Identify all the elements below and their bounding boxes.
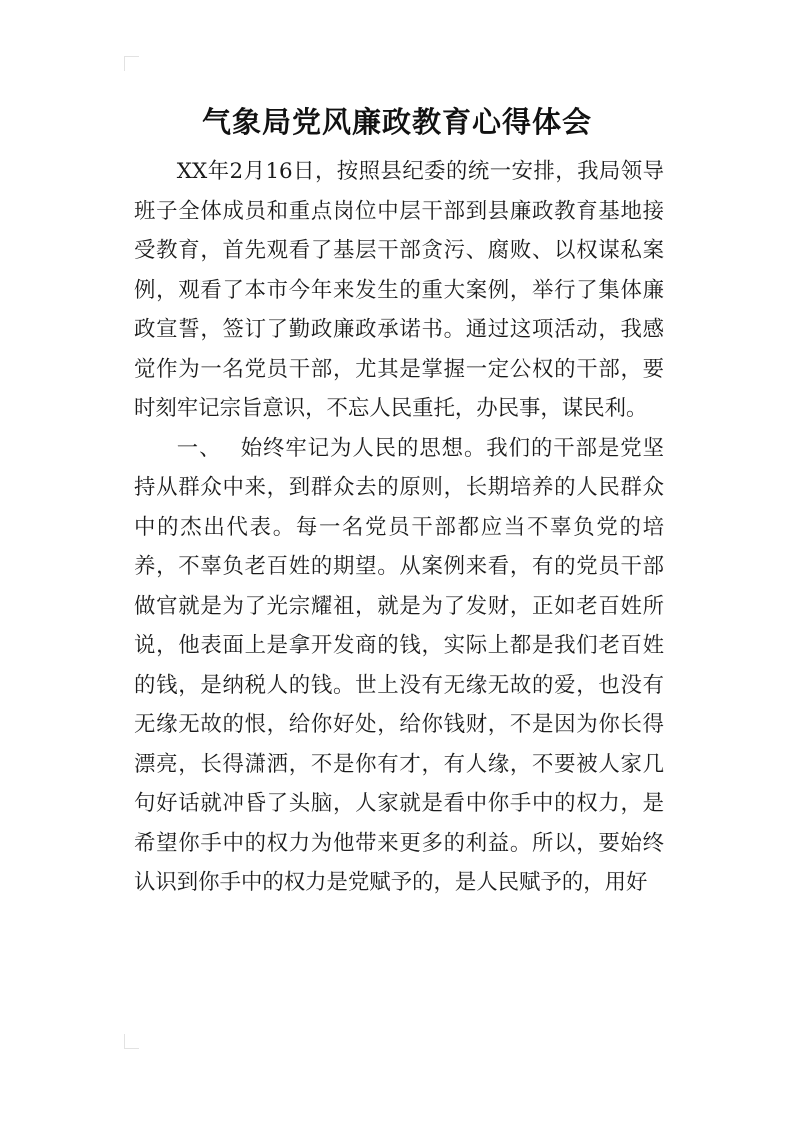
document-body [134,152,664,903]
document-title: 气象局党风廉政教育心得体会 [201,105,592,139]
paragraph-section-1 [134,429,664,903]
paragraph-intro: XX年2月16日，按照县纪委的统一安排，我局领导班子全体成员和重点岗位中层干部到县廉政教育基地接受教育，首先观看了基层干部贪污、腐败、以权谋私案例，观看了本市今年来发生的重大案例，举行了集体廉政宣誓，签订了勤政廉政承诺书。通过这项活动，我感觉作为一名党员干部，尤其是掌握一定公权的干部，要时刻牢记宗旨意识，不忘人民重托，办民事，谋民利。 [134,159,664,421]
section-number: 一、 [176,435,222,461]
section-text: 始终牢记为人民的思想。我们的干部是党坚持从群众中来，到群众去的原则，长期培养的人民群众中的杰出代表。每一名党员干部都应当不辜负党的培养，不辜负老百姓的期望。从案例来看，有的党员干部做官就是为了光宗耀祖，就是为了发财，正如老百姓所说，他表面上是拿开发商的钱，实际上都是我们老百姓的钱，是纳税人的钱。世上没有无缘无故的爱，也没有无缘无故的恨，给你好处，给你钱财，不是因为你长得漂亮，长得潇洒，不是你有才，有人缘，不要被人家几句好话就冲昏了头脑，人家就是看中你手中的权力，是希望你手中的权力为他带来更多的利益。所以，要始终认识到你手中的权力是党赋予的，是人民赋予的，用好 [134,435,664,895]
crop-mark-bottom-left [124,1034,139,1049]
crop-mark-top-left [124,56,139,71]
